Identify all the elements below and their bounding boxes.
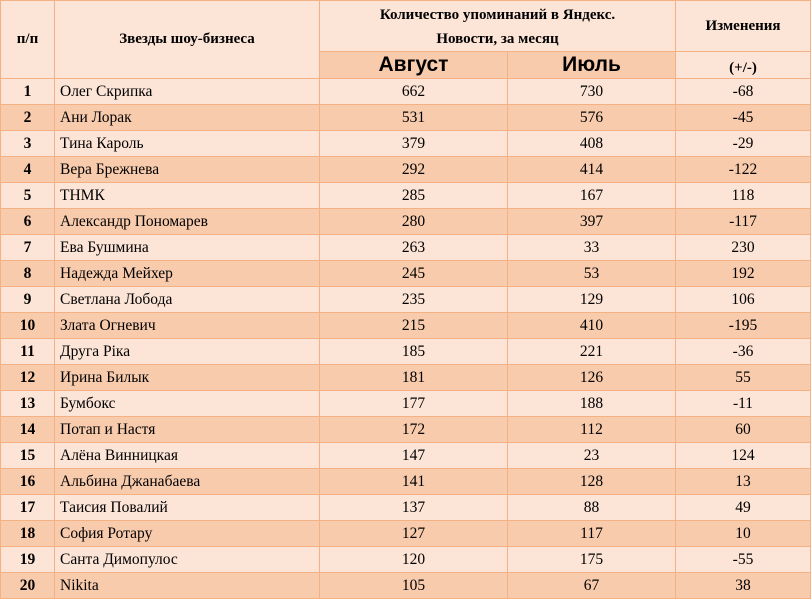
row-number: 6 <box>1 209 55 235</box>
star-name: Тина Кароль <box>55 131 320 157</box>
row-number: 14 <box>1 417 55 443</box>
row-number: 3 <box>1 131 55 157</box>
row-number: 5 <box>1 183 55 209</box>
july-mentions: 730 <box>508 79 676 105</box>
row-number: 1 <box>1 79 55 105</box>
mentions-change: 124 <box>676 443 811 469</box>
star-name: Потап и Настя <box>55 417 320 443</box>
star-name: Nikita <box>55 573 320 599</box>
table-row <box>1 365 811 391</box>
august-mentions: 181 <box>320 365 508 391</box>
july-mentions: 410 <box>508 313 676 339</box>
mentions-column-header <box>320 1 676 52</box>
row-number: 18 <box>1 521 55 547</box>
table-row <box>1 547 811 573</box>
row-number: 19 <box>1 547 55 573</box>
july-mentions: 67 <box>508 573 676 599</box>
mentions-change: -11 <box>676 391 811 417</box>
august-mentions: 245 <box>320 261 508 287</box>
mentions-change: -117 <box>676 209 811 235</box>
star-name: Друга Ріка <box>55 339 320 365</box>
table-row <box>1 521 811 547</box>
august-mentions: 292 <box>320 157 508 183</box>
table-row <box>1 469 811 495</box>
mentions-title-line2: Новости, за месяц <box>436 31 559 47</box>
mentions-change: -55 <box>676 547 811 573</box>
august-mentions: 531 <box>320 105 508 131</box>
row-number: 10 <box>1 313 55 339</box>
star-name: Светлана Лобода <box>55 287 320 313</box>
table-row <box>1 79 811 105</box>
august-mentions: 379 <box>320 131 508 157</box>
row-number: 13 <box>1 391 55 417</box>
august-mentions: 137 <box>320 495 508 521</box>
july-mentions: 175 <box>508 547 676 573</box>
star-name: Санта Димопулос <box>55 547 320 573</box>
mentions-change: 13 <box>676 469 811 495</box>
star-name: София Ротару <box>55 521 320 547</box>
july-mentions: 126 <box>508 365 676 391</box>
table-row <box>1 235 811 261</box>
row-number: 4 <box>1 157 55 183</box>
star-name: Вера Брежнева <box>55 157 320 183</box>
mentions-change: 38 <box>676 573 811 599</box>
july-mentions: 112 <box>508 417 676 443</box>
july-mentions: 414 <box>508 157 676 183</box>
mentions-title-line1: Количество упоминаний в Яндекс. <box>379 7 616 23</box>
table-row <box>1 443 811 469</box>
august-mentions: 105 <box>320 573 508 599</box>
table-row <box>1 209 811 235</box>
july-mentions: 188 <box>508 391 676 417</box>
star-name: Александр Пономарев <box>55 209 320 235</box>
july-mentions: 53 <box>508 261 676 287</box>
mentions-change: -68 <box>676 79 811 105</box>
star-name: ТНМК <box>55 183 320 209</box>
table-row <box>1 313 811 339</box>
mentions-change: 55 <box>676 365 811 391</box>
row-number: 11 <box>1 339 55 365</box>
august-column-header: Август <box>320 52 508 79</box>
row-number: 16 <box>1 469 55 495</box>
mentions-change: 49 <box>676 495 811 521</box>
table-row <box>1 417 811 443</box>
july-mentions: 576 <box>508 105 676 131</box>
august-mentions: 172 <box>320 417 508 443</box>
row-number: 15 <box>1 443 55 469</box>
star-name: Ева Бушмина <box>55 235 320 261</box>
row-number: 2 <box>1 105 55 131</box>
july-mentions: 129 <box>508 287 676 313</box>
mentions-change: -36 <box>676 339 811 365</box>
august-mentions: 285 <box>320 183 508 209</box>
row-number: 9 <box>1 287 55 313</box>
july-mentions: 167 <box>508 183 676 209</box>
star-name: Бумбокс <box>55 391 320 417</box>
table-row <box>1 573 811 599</box>
august-mentions: 235 <box>320 287 508 313</box>
mentions-change: 118 <box>676 183 811 209</box>
august-mentions: 215 <box>320 313 508 339</box>
mentions-change: -122 <box>676 157 811 183</box>
august-mentions: 120 <box>320 547 508 573</box>
august-mentions: 263 <box>320 235 508 261</box>
mentions-change: 192 <box>676 261 811 287</box>
changes-unit-label: (+/-) <box>676 52 811 79</box>
star-name: Надежда Мейхер <box>55 261 320 287</box>
august-mentions: 177 <box>320 391 508 417</box>
august-mentions: 141 <box>320 469 508 495</box>
table-body <box>1 79 811 599</box>
row-number: 7 <box>1 235 55 261</box>
star-name: Алёна Винницкая <box>55 443 320 469</box>
july-mentions: 221 <box>508 339 676 365</box>
table-row <box>1 131 811 157</box>
star-name: Злата Огневич <box>55 313 320 339</box>
star-name: Ирина Билык <box>55 365 320 391</box>
table-row <box>1 183 811 209</box>
table-row <box>1 391 811 417</box>
number-column-header: п/п <box>1 1 55 79</box>
star-name: Ани Лорак <box>55 105 320 131</box>
july-mentions: 128 <box>508 469 676 495</box>
august-mentions: 185 <box>320 339 508 365</box>
row-number: 12 <box>1 365 55 391</box>
mentions-change: -195 <box>676 313 811 339</box>
table-row <box>1 287 811 313</box>
table-row <box>1 157 811 183</box>
july-mentions: 397 <box>508 209 676 235</box>
star-name: Таисия Повалий <box>55 495 320 521</box>
star-name: Альбина Джанабаева <box>55 469 320 495</box>
july-column-header: Июль <box>508 52 676 79</box>
star-name: Олег Скрипка <box>55 79 320 105</box>
august-mentions: 127 <box>320 521 508 547</box>
mentions-change: 230 <box>676 235 811 261</box>
mentions-change: 60 <box>676 417 811 443</box>
mentions-change: 106 <box>676 287 811 313</box>
row-number: 8 <box>1 261 55 287</box>
july-mentions: 408 <box>508 131 676 157</box>
august-mentions: 147 <box>320 443 508 469</box>
july-mentions: 88 <box>508 495 676 521</box>
mentions-change: 10 <box>676 521 811 547</box>
july-mentions: 33 <box>508 235 676 261</box>
table-row <box>1 261 811 287</box>
table-row <box>1 495 811 521</box>
august-mentions: 280 <box>320 209 508 235</box>
table-row <box>1 339 811 365</box>
mentions-change: -45 <box>676 105 811 131</box>
changes-column-header: Изменения <box>676 1 811 52</box>
stars-column-header: Звезды шоу-бизнеса <box>55 1 320 79</box>
row-number: 17 <box>1 495 55 521</box>
july-mentions: 117 <box>508 521 676 547</box>
row-number: 20 <box>1 573 55 599</box>
july-mentions: 23 <box>508 443 676 469</box>
table-row <box>1 105 811 131</box>
mentions-change: -29 <box>676 131 811 157</box>
august-mentions: 662 <box>320 79 508 105</box>
